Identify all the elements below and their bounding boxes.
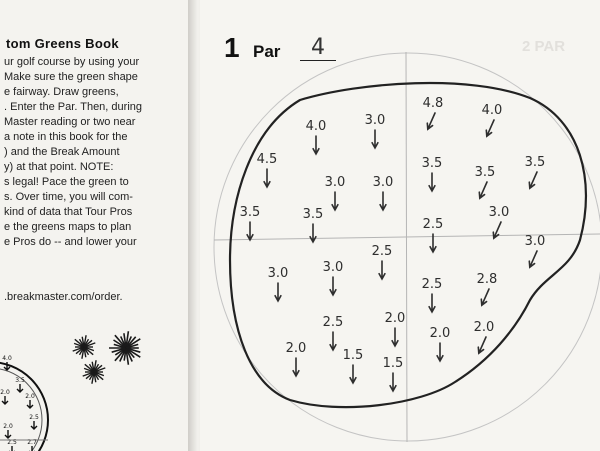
break-reading: 4.0 [481, 103, 503, 118]
slope-arrow-icon [427, 113, 435, 129]
break-reading: 3.5 [474, 165, 496, 180]
slope-arrow-icon [390, 373, 396, 391]
slope-arrow-icon [293, 358, 299, 376]
break-reading: 3.0 [267, 266, 289, 281]
slope-arrow-icon [330, 277, 336, 295]
instruction-line: e Pros do -- and lower your [4, 236, 137, 248]
slope-arrow-icon [529, 172, 537, 188]
slope-arrow-icon [429, 173, 435, 191]
break-reading: 4.0 [305, 119, 327, 134]
instruction-line: s legal! Pace the green to [4, 176, 129, 188]
break-reading: 2.5 [322, 315, 344, 330]
break-reading: 3.5 [421, 156, 443, 171]
left-page-title: tom Greens Book [6, 36, 119, 51]
mini-break-reading: 2.5 [29, 414, 39, 421]
break-reading: 3.0 [488, 205, 510, 220]
slope-arrow-icon [529, 251, 537, 267]
slope-arrow-icon [437, 343, 443, 361]
break-readings [240, 96, 546, 391]
slope-arrow-icon [330, 332, 336, 350]
break-reading: 2.5 [422, 217, 444, 232]
watermark: 2 PAR [522, 38, 566, 55]
break-reading: 3.0 [364, 113, 386, 128]
slope-arrow-icon [332, 192, 338, 210]
instruction-line: ) and the Break Amount [4, 146, 120, 158]
instruction-line: kind of data that Tour Pros [4, 206, 133, 218]
slope-arrow-icon [392, 328, 398, 346]
slope-arrow-icon [372, 130, 378, 148]
break-reading: 2.5 [371, 244, 393, 259]
slope-arrow-icon [429, 294, 435, 312]
break-reading: 2.5 [421, 277, 443, 292]
instruction-line: e the greens maps to plan [4, 221, 132, 233]
hole-number: 1 [224, 32, 240, 63]
break-reading: 3.5 [239, 205, 261, 220]
break-reading: 1.5 [342, 348, 364, 363]
instruction-line: Master reading or two near [4, 116, 136, 128]
break-reading: 4.8 [422, 96, 444, 111]
mini-break-reading: 2.0 [3, 423, 13, 430]
slope-arrow-icon [310, 224, 316, 242]
mini-break-reading: 4.0 [2, 355, 12, 362]
break-reading: 3.0 [524, 234, 546, 249]
slope-arrow-icon [379, 261, 385, 279]
vertical-guide-line [406, 52, 407, 442]
slope-arrow-icon [479, 182, 487, 198]
instruction-line: ur golf course by using your [4, 56, 140, 68]
order-url: .breakmaster.com/order. [4, 291, 123, 303]
mini-break-reading: 3.5 [15, 377, 25, 384]
slope-arrow-icon [247, 222, 253, 240]
instruction-line: e fairway. Draw greens, [4, 86, 119, 98]
slope-arrow-icon [481, 289, 489, 305]
par-value: 4 [300, 36, 336, 61]
mini-break-reading: 2.5 [7, 439, 17, 446]
par-label: Par [253, 42, 281, 61]
slope-arrow-icon [264, 169, 270, 187]
break-reading: 3.5 [524, 155, 546, 170]
mini-break-reading: 2.0 [0, 389, 10, 396]
break-reading: 3.0 [324, 175, 346, 190]
instruction-line: a note in this book for the [4, 131, 128, 143]
slope-arrow-icon [486, 120, 494, 136]
slope-arrow-icon [350, 365, 356, 383]
break-reading: 3.5 [302, 207, 324, 222]
slope-arrow-icon [313, 136, 319, 154]
instruction-line: Make sure the green shape [4, 71, 138, 83]
break-reading: 2.0 [473, 320, 495, 335]
instruction-line: s. Over time, you will com- [4, 191, 133, 203]
break-reading: 2.0 [429, 326, 451, 341]
mini-break-reading: 2.7 [27, 439, 37, 446]
break-reading: 3.0 [372, 175, 394, 190]
break-reading: 2.0 [384, 311, 406, 326]
slope-arrow-icon [275, 283, 281, 301]
instruction-line: . Enter the Par. Then, during [4, 101, 142, 113]
mini-break-reading: 2.0 [25, 393, 35, 400]
break-reading: 2.0 [285, 341, 307, 356]
slope-arrow-icon [478, 337, 486, 353]
instruction-line: y) at that point. NOTE: [4, 161, 114, 173]
break-reading: 3.0 [322, 260, 344, 275]
slope-arrow-icon [380, 192, 386, 210]
break-reading: 2.8 [476, 272, 498, 287]
break-reading: 1.5 [382, 356, 404, 371]
break-reading: 4.5 [256, 152, 278, 167]
